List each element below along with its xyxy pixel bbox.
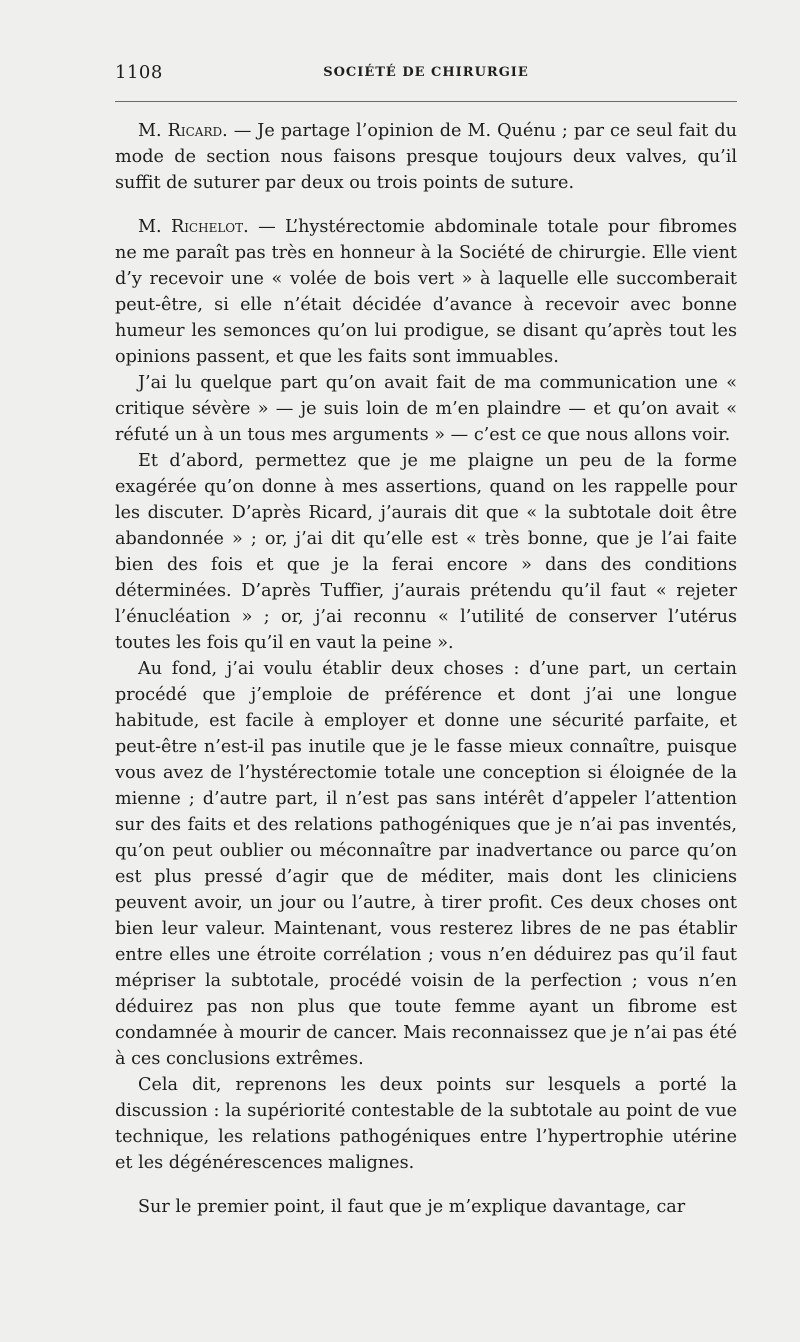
paragraph-ricard bbox=[115, 118, 737, 196]
paragraph: Au fond, j’ai voulu établir deux choses : d’une part, un certain procédé que j’emploie de préférence et dont j’ai une longue habitude, est facile à employer et donne une sécurité parfaite, et peut-être n’est-il pas inutile que je le fasse mieux connaître, puisque vous avez de l’hystérectomie totale une conception si éloignée de la mienne ; d’autre part, il n’est pas sans intérêt d’appeler l’attention sur des faits et des relations pathogéniques que je n’ai pas inventés, qu’on peut oublier ou méconnaître par inadvertance ou parce qu’on est plus pressé d’agir que de méditer, mais dont les cliniciens peuvent avoir, un jour ou l’autre, à tirer profit. Ces deux choses ont bien leur valeur. Maintenant, vous resterez libres de ne pas établir entre elles une étroite corrélation ; vous n’en déduirez pas qu’il faut mépriser la subtotale, procédé voisin de la perfection ; vous n’en déduirez pas non plus que toute femme ayant un fibrome est condamnée à mourir de cancer. Mais reconnaissez que je n’ai pas été à ces conclusions extrêmes. bbox=[115, 659, 737, 1069]
speaker-name: M. Ricard. bbox=[138, 121, 228, 141]
paragraph-richelot bbox=[115, 214, 737, 370]
paragraph: Sur le premier point, il faut que je m’explique davantage, car bbox=[138, 1197, 686, 1217]
paragraph-text: — Je partage l’opinion de M. Quénu ; par ce seul fait du mode de section nous faisons presque toujours deux valves, qu’il suffit de suturer par deux ou trois points de suture. bbox=[115, 121, 737, 193]
running-title: SOCIÉTÉ DE CHIRURGIE bbox=[323, 65, 529, 80]
paragraph: Et d’abord, permettez que je me plaigne un peu de la forme exagérée qu’on donne à mes assertions, quand on les rappelle pour les discuter. D’après Ricard, j’aurais dit que « la subtotale doit être abandonnée » ; or, j’ai dit qu’elle est « très bonne, que je l’ai faite bien des fois et que je la ferai encore » dans des conditions déterminées. D’après Tuffier, j’aurais prétendu qu’il faut « rejeter l’énucléation » ; or, j’ai reconnu « l’utilité de conserver l’utérus toutes les fois qu’il en vaut la peine ». bbox=[115, 451, 737, 653]
body-text bbox=[115, 118, 737, 1220]
page-header bbox=[115, 62, 737, 86]
speaker-name: M. Richelot. bbox=[138, 217, 249, 237]
header-rule bbox=[115, 101, 737, 102]
paragraph: Cela dit, reprenons les deux points sur lesquels a porté la discussion : la supériorité contestable de la subtotale au point de vue technique, les relations pathogéniques entre l’hypertrophie utérine et les dégénérescences malignes. bbox=[115, 1075, 737, 1173]
paragraph-text: — L’hystérectomie abdominale totale pour fibromes ne me paraît pas très en honneur à la Société de chirurgie. Elle vient d’y recevoir une « volée de bois vert » à laquelle elle succomberait peut-être, si elle n’était décidée d’avance à recevoir avec bonne humeur les semonces qu’on lui prodigue, se disant qu’après tout les opinions passent, et que les faits sont immuables. bbox=[115, 217, 737, 367]
page-number: 1108 bbox=[115, 62, 163, 83]
paragraph: J’ai lu quelque part qu’on avait fait de ma communication une « critique sévère » — je suis loin de m’en plaindre — et qu’on avait « réfuté un à un tous mes arguments » — c’est ce que nous allons voir. bbox=[115, 373, 737, 445]
